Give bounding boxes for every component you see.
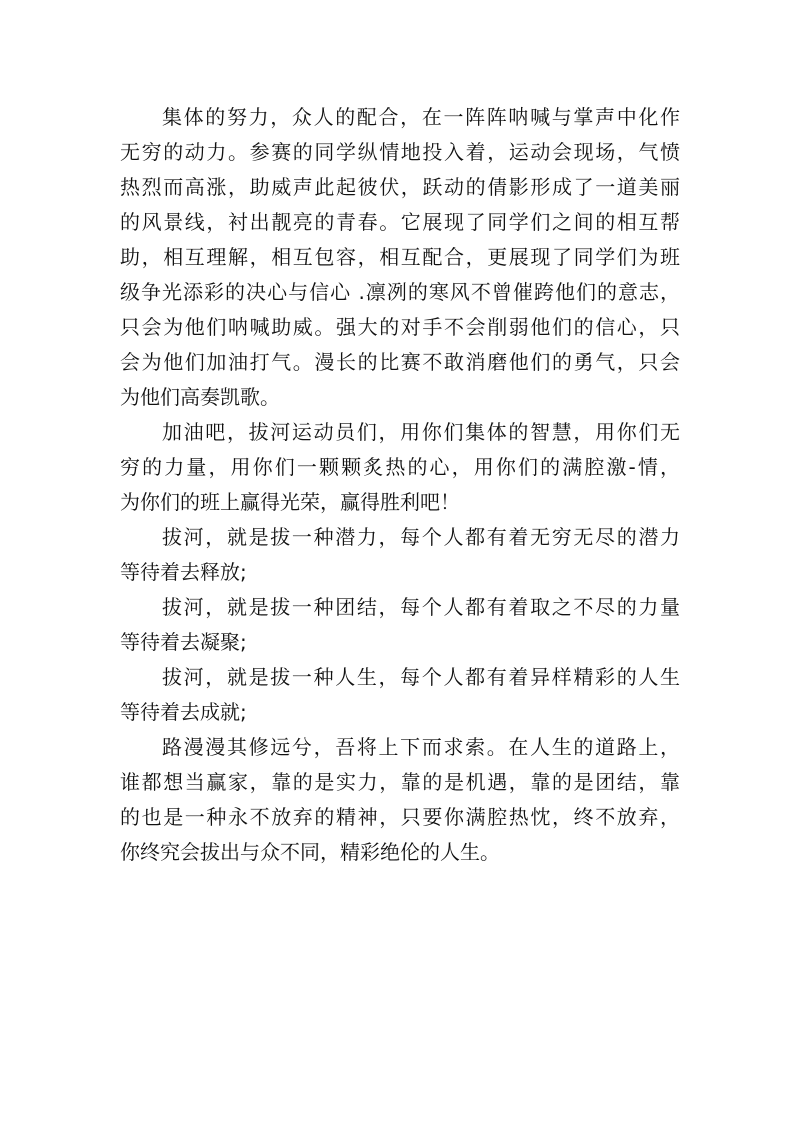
- paragraph-2-line-1: 加油吧，拔河运动员们，用你们集体的智慧，用你们无: [162, 420, 680, 444]
- paragraph-1-line-4: 的风景线，衬出靓亮的青春。它展现了同学们之间的相互帮: [120, 210, 680, 234]
- paragraph-3-line-2: 等待着去释放;: [120, 560, 247, 584]
- document-body: [120, 100, 680, 870]
- paragraph-1-line-2: 无穷的动力。参赛的同学纵情地投入着，运动会现场，气愤: [120, 140, 680, 164]
- paragraph-6-line-2: 谁都想当赢家，靠的是实力，靠的是机遇，靠的是团结，靠: [120, 770, 680, 794]
- paragraph-1-line-9: 为他们高奏凯歌。: [120, 385, 280, 409]
- paragraph-1-line-7: 只会为他们呐喊助威。强大的对手不会削弱他们的信心，只: [120, 315, 680, 339]
- paragraph-4-line-2: 等待着去凝聚;: [120, 630, 247, 654]
- paragraph-2-line-2: 穷的力量，用你们一颗颗炙热的心，用你们的满腔激-情，: [120, 455, 680, 479]
- paragraph-6-line-1: 路漫漫其修远兮，吾将上下而求索。在人生的道路上，: [162, 735, 680, 759]
- paragraph-1-line-6: 级争光添彩的决心与信心 .凛冽的寒风不曾催跨他们的意志，: [120, 280, 680, 304]
- paragraph-1-line-3: 热烈而高涨，助威声此起彼伏，跃动的倩影形成了一道美丽: [120, 175, 680, 199]
- paragraph-5-line-1: 拔河，就是拔一种人生，每个人都有着异样精彩的人生: [162, 665, 680, 689]
- paragraph-1-line-1: 集体的努力，众人的配合，在一阵阵呐喊与掌声中化作: [162, 105, 680, 129]
- paragraph-6-line-4: 你终究会拔出与众不同，精彩绝伦的人生。: [120, 840, 500, 864]
- paragraph-1-line-8: 会为他们加油打气。漫长的比赛不敢消磨他们的勇气，只会: [120, 350, 680, 374]
- paragraph-2-line-3: 为你们的班上赢得光荣，赢得胜利吧！: [120, 490, 460, 514]
- paragraph-4-line-1: 拔河，就是拔一种团结，每个人都有着取之不尽的力量: [162, 595, 680, 619]
- paragraph-3-line-1: 拔河，就是拔一种潜力，每个人都有着无穷无尽的潜力: [162, 525, 680, 549]
- paragraph-1-line-5: 助，相互理解，相互包容，相互配合，更展现了同学们为班: [120, 245, 680, 269]
- paragraph-6-line-3: 的也是一种永不放弃的精神，只要你满腔热忱，终不放弃，: [120, 805, 680, 829]
- paragraph-5-line-2: 等待着去成就;: [120, 700, 247, 724]
